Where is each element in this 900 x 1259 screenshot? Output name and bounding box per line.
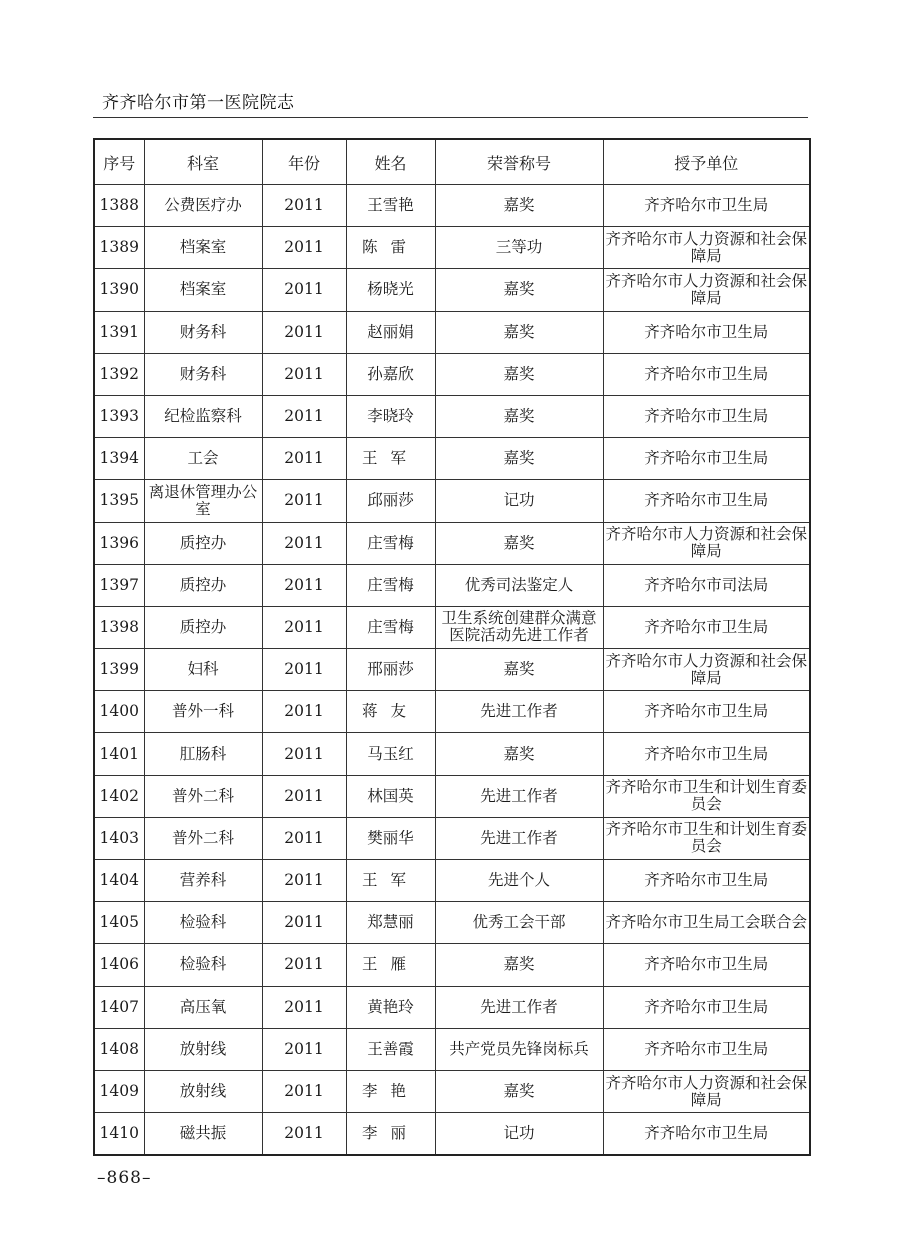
honor-cell: 先进个人 <box>435 860 603 902</box>
awarding-unit-cell: 齐齐哈尔市人力资源和社会保障局 <box>603 227 810 269</box>
department-cell: 磁共振 <box>144 1113 262 1156</box>
department-cell: 财务科 <box>144 311 262 353</box>
awarding-unit-cell: 齐齐哈尔市卫生和计划生育委员会 <box>603 817 810 859</box>
col-header-honor: 荣誉称号 <box>435 139 603 185</box>
index-cell: 1394 <box>94 438 144 480</box>
honor-cell: 嘉奖 <box>435 353 603 395</box>
department-cell: 纪检监察科 <box>144 395 262 437</box>
department-cell: 公费医疗办 <box>144 185 262 227</box>
year-cell: 2011 <box>262 438 346 480</box>
awarding-unit-cell: 齐齐哈尔市卫生局 <box>603 353 810 395</box>
name-cell: 蒋友 <box>346 691 435 733</box>
table-row <box>94 860 810 902</box>
table-row <box>94 691 810 733</box>
awarding-unit-cell: 齐齐哈尔市人力资源和社会保障局 <box>603 649 810 691</box>
awarding-unit-cell: 齐齐哈尔市司法局 <box>603 564 810 606</box>
name-cell: 邢丽莎 <box>346 649 435 691</box>
table-row <box>94 944 810 986</box>
year-cell: 2011 <box>262 227 346 269</box>
index-cell: 1398 <box>94 606 144 648</box>
department-cell: 高压氧 <box>144 986 262 1028</box>
table-row <box>94 817 810 859</box>
table-row <box>94 395 810 437</box>
name-cell: 黄艳玲 <box>346 986 435 1028</box>
department-cell: 肛肠科 <box>144 733 262 775</box>
year-cell: 2011 <box>262 564 346 606</box>
year-cell: 2011 <box>262 395 346 437</box>
col-header-awarding-unit: 授予单位 <box>603 139 810 185</box>
year-cell: 2011 <box>262 311 346 353</box>
table-row <box>94 480 810 522</box>
index-cell: 1404 <box>94 860 144 902</box>
department-cell: 检验科 <box>144 902 262 944</box>
awarding-unit-cell: 齐齐哈尔市卫生局 <box>603 438 810 480</box>
index-cell: 1409 <box>94 1070 144 1112</box>
honor-cell: 优秀司法鉴定人 <box>435 564 603 606</box>
name-cell: 王雪艳 <box>346 185 435 227</box>
name-cell: 庄雪梅 <box>346 522 435 564</box>
index-cell: 1401 <box>94 733 144 775</box>
year-cell: 2011 <box>262 860 346 902</box>
department-cell: 离退休管理办公室 <box>144 480 262 522</box>
index-cell: 1390 <box>94 269 144 311</box>
honor-cell: 嘉奖 <box>435 944 603 986</box>
name-cell: 李晓玲 <box>346 395 435 437</box>
table-row <box>94 733 810 775</box>
index-cell: 1399 <box>94 649 144 691</box>
name-cell: 邱丽莎 <box>346 480 435 522</box>
index-cell: 1405 <box>94 902 144 944</box>
year-cell: 2011 <box>262 480 346 522</box>
department-cell: 财务科 <box>144 353 262 395</box>
awarding-unit-cell: 齐齐哈尔市卫生和计划生育委员会 <box>603 775 810 817</box>
table-row <box>94 1113 810 1156</box>
name-cell: 王雁 <box>346 944 435 986</box>
header-row <box>94 139 810 185</box>
awarding-unit-cell: 齐齐哈尔市卫生局 <box>603 691 810 733</box>
index-cell: 1403 <box>94 817 144 859</box>
department-cell: 质控办 <box>144 606 262 648</box>
table-row <box>94 649 810 691</box>
index-cell: 1396 <box>94 522 144 564</box>
name-cell: 王军 <box>346 438 435 480</box>
awarding-unit-cell: 齐齐哈尔市卫生局 <box>603 733 810 775</box>
year-cell: 2011 <box>262 1028 346 1070</box>
honor-cell: 记功 <box>435 480 603 522</box>
running-header: 齐齐哈尔市第一医院院志 <box>102 93 295 113</box>
awarding-unit-cell: 齐齐哈尔市卫生局 <box>603 311 810 353</box>
honor-cell: 先进工作者 <box>435 775 603 817</box>
department-cell: 档案室 <box>144 227 262 269</box>
honor-cell: 优秀工会干部 <box>435 902 603 944</box>
name-cell: 孙嘉欣 <box>346 353 435 395</box>
awarding-unit-cell: 齐齐哈尔市卫生局 <box>603 185 810 227</box>
table-row <box>94 902 810 944</box>
awarding-unit-cell: 齐齐哈尔市卫生局工会联合会 <box>603 902 810 944</box>
index-cell: 1410 <box>94 1113 144 1156</box>
table-row <box>94 311 810 353</box>
index-cell: 1400 <box>94 691 144 733</box>
department-cell: 工会 <box>144 438 262 480</box>
index-cell: 1388 <box>94 185 144 227</box>
name-cell: 陈雷 <box>346 227 435 269</box>
name-cell: 李丽 <box>346 1113 435 1156</box>
index-cell: 1408 <box>94 1028 144 1070</box>
honor-cell: 嘉奖 <box>435 1070 603 1112</box>
year-cell: 2011 <box>262 986 346 1028</box>
name-cell: 樊丽华 <box>346 817 435 859</box>
col-header-name: 姓名 <box>346 139 435 185</box>
honor-cell: 嘉奖 <box>435 522 603 564</box>
honor-cell: 嘉奖 <box>435 185 603 227</box>
index-cell: 1389 <box>94 227 144 269</box>
year-cell: 2011 <box>262 902 346 944</box>
awarding-unit-cell: 齐齐哈尔市卫生局 <box>603 395 810 437</box>
name-cell: 王善霞 <box>346 1028 435 1070</box>
year-cell: 2011 <box>262 522 346 564</box>
honor-cell: 嘉奖 <box>435 733 603 775</box>
awarding-unit-cell: 齐齐哈尔市卫生局 <box>603 1113 810 1156</box>
col-header-index: 序号 <box>94 139 144 185</box>
year-cell: 2011 <box>262 944 346 986</box>
table-row <box>94 185 810 227</box>
awarding-unit-cell: 齐齐哈尔市卫生局 <box>603 480 810 522</box>
table-row <box>94 606 810 648</box>
name-cell: 马玉红 <box>346 733 435 775</box>
year-cell: 2011 <box>262 1113 346 1156</box>
index-cell: 1402 <box>94 775 144 817</box>
year-cell: 2011 <box>262 1070 346 1112</box>
honor-cell: 嘉奖 <box>435 649 603 691</box>
year-cell: 2011 <box>262 691 346 733</box>
year-cell: 2011 <box>262 185 346 227</box>
table-row <box>94 227 810 269</box>
name-cell: 赵丽娟 <box>346 311 435 353</box>
year-cell: 2011 <box>262 817 346 859</box>
table-row <box>94 986 810 1028</box>
header-rule <box>93 117 808 118</box>
year-cell: 2011 <box>262 606 346 648</box>
year-cell: 2011 <box>262 353 346 395</box>
index-cell: 1397 <box>94 564 144 606</box>
department-cell: 质控办 <box>144 564 262 606</box>
page-number: –868– <box>97 1168 152 1188</box>
table-row <box>94 1070 810 1112</box>
department-cell: 普外二科 <box>144 817 262 859</box>
honor-cell: 先进工作者 <box>435 817 603 859</box>
honor-cell: 嘉奖 <box>435 395 603 437</box>
index-cell: 1395 <box>94 480 144 522</box>
year-cell: 2011 <box>262 775 346 817</box>
department-cell: 普外二科 <box>144 775 262 817</box>
department-cell: 普外一科 <box>144 691 262 733</box>
name-cell: 庄雪梅 <box>346 606 435 648</box>
table-row <box>94 564 810 606</box>
index-cell: 1392 <box>94 353 144 395</box>
name-cell: 郑慧丽 <box>346 902 435 944</box>
honor-cell: 先进工作者 <box>435 986 603 1028</box>
index-cell: 1393 <box>94 395 144 437</box>
table-row <box>94 269 810 311</box>
name-cell: 王军 <box>346 860 435 902</box>
awarding-unit-cell: 齐齐哈尔市人力资源和社会保障局 <box>603 269 810 311</box>
col-header-department: 科室 <box>144 139 262 185</box>
name-cell: 李艳 <box>346 1070 435 1112</box>
awarding-unit-cell: 齐齐哈尔市卫生局 <box>603 860 810 902</box>
honor-cell: 嘉奖 <box>435 269 603 311</box>
awarding-unit-cell: 齐齐哈尔市人力资源和社会保障局 <box>603 1070 810 1112</box>
awarding-unit-cell: 齐齐哈尔市卫生局 <box>603 606 810 648</box>
table-row <box>94 438 810 480</box>
table-row <box>94 522 810 564</box>
awarding-unit-cell: 齐齐哈尔市人力资源和社会保障局 <box>603 522 810 564</box>
table-row <box>94 353 810 395</box>
department-cell: 营养科 <box>144 860 262 902</box>
honor-cell: 三等功 <box>435 227 603 269</box>
honor-cell: 先进工作者 <box>435 691 603 733</box>
year-cell: 2011 <box>262 649 346 691</box>
table-row <box>94 1028 810 1070</box>
awarding-unit-cell: 齐齐哈尔市卫生局 <box>603 986 810 1028</box>
awarding-unit-cell: 齐齐哈尔市卫生局 <box>603 1028 810 1070</box>
table-row <box>94 775 810 817</box>
index-cell: 1391 <box>94 311 144 353</box>
department-cell: 放射线 <box>144 1028 262 1070</box>
department-cell: 质控办 <box>144 522 262 564</box>
honor-cell: 共产党员先锋岗标兵 <box>435 1028 603 1070</box>
table-body <box>94 185 810 1156</box>
index-cell: 1406 <box>94 944 144 986</box>
department-cell: 检验科 <box>144 944 262 986</box>
year-cell: 2011 <box>262 733 346 775</box>
department-cell: 档案室 <box>144 269 262 311</box>
awarding-unit-cell: 齐齐哈尔市卫生局 <box>603 944 810 986</box>
honor-cell: 记功 <box>435 1113 603 1156</box>
name-cell: 林国英 <box>346 775 435 817</box>
name-cell: 杨晓光 <box>346 269 435 311</box>
year-cell: 2011 <box>262 269 346 311</box>
honor-cell: 嘉奖 <box>435 311 603 353</box>
honor-cell: 卫生系统创建群众满意医院活动先进工作者 <box>435 606 603 648</box>
department-cell: 妇科 <box>144 649 262 691</box>
index-cell: 1407 <box>94 986 144 1028</box>
honor-cell: 嘉奖 <box>435 438 603 480</box>
honor-table <box>93 138 811 1156</box>
department-cell: 放射线 <box>144 1070 262 1112</box>
col-header-year: 年份 <box>262 139 346 185</box>
name-cell: 庄雪梅 <box>346 564 435 606</box>
